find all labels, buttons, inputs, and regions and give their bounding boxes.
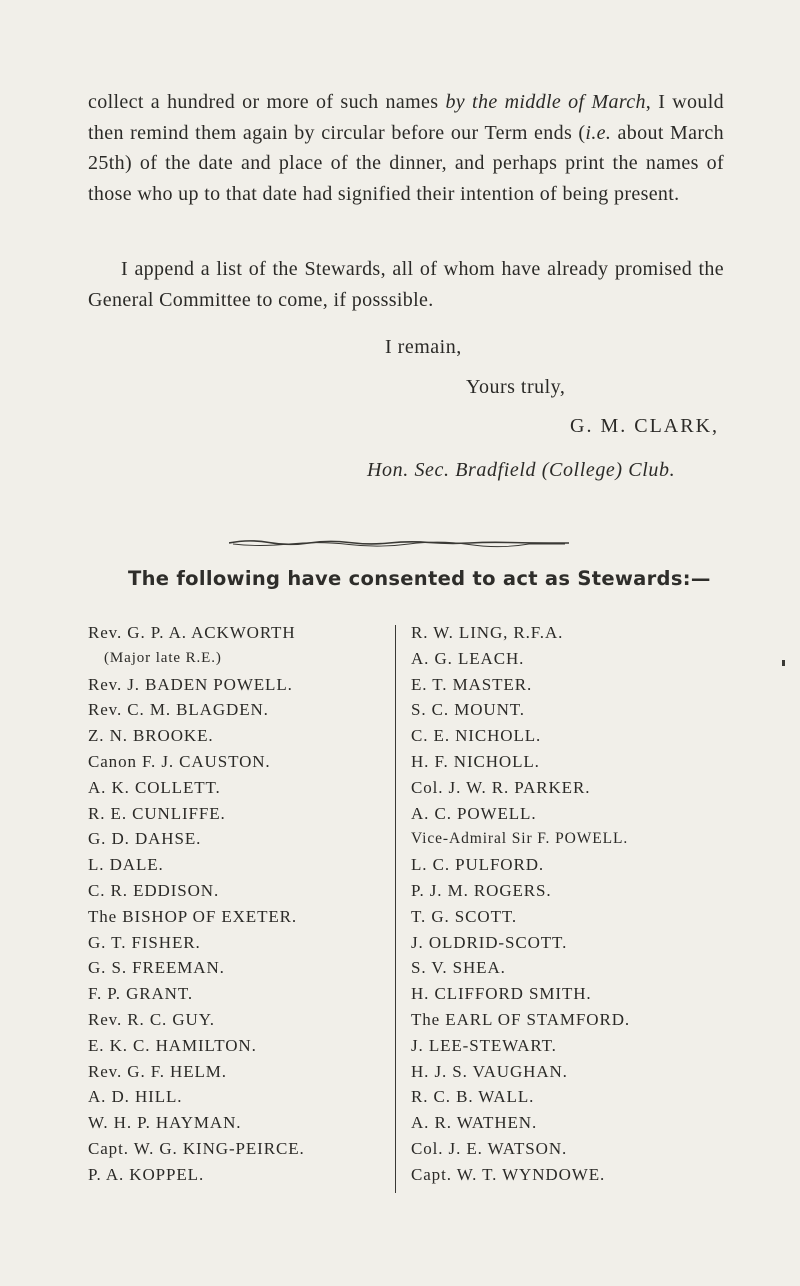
steward-name: P. A. KOPPEL. [88, 1164, 205, 1184]
ornamental-divider [229, 536, 569, 550]
steward-name: Capt. W. G. KING-PEIRCE. [88, 1138, 305, 1158]
steward-name: L. C. PULFORD. [411, 855, 545, 875]
steward-name: T. G. SCOTT. [411, 906, 518, 926]
steward-name: R. E. CUNLIFFE. [88, 803, 226, 823]
steward-name: H. F. NICHOLL. [411, 751, 540, 771]
steward-name: S. C. MOUNT. [411, 700, 525, 720]
column-divider [395, 625, 396, 1193]
steward-name: Canon F. J. CAUSTON. [88, 751, 271, 771]
steward-name: A. R. WATHEN. [411, 1113, 538, 1133]
letter-paragraph-1 [88, 87, 724, 209]
steward-name: The BISHOP OF EXETER. [88, 906, 298, 926]
steward-name: W. H. P. HAYMAN. [88, 1113, 242, 1133]
steward-name: G. S. FREEMAN. [88, 958, 225, 978]
steward-name: J. LEE-STEWART. [411, 1035, 557, 1055]
steward-name: Col. J. E. WATSON. [411, 1138, 568, 1158]
steward-name: Col. J. W. R. PARKER. [411, 777, 591, 797]
paragraph-italic-text: i.e. [585, 121, 612, 144]
steward-name: G. T. FISHER. [88, 932, 201, 952]
letter-paragraph-2: I append a list of the Stewards, all of whom have already promised the General Committee to come, if posssible. [88, 258, 724, 311]
steward-name: S. V. SHEA. [411, 958, 506, 978]
steward-name: E. K. C. HAMILTON. [88, 1035, 257, 1055]
stewards-right-column [411, 620, 630, 1188]
letter-closing: I remain, [385, 336, 462, 358]
steward-name: F. P. GRANT. [88, 984, 194, 1004]
letter-signature-title: Hon. Sec. Bradfield (College) Club. [367, 459, 676, 481]
paragraph-text: , I would then remind them again by circular before our Term ends ( [88, 91, 724, 144]
steward-name: Rev. G. P. A. ACKWORTH [88, 623, 296, 642]
paragraph-italic-text: by the middle of March [445, 91, 646, 113]
steward-name: A. G. LEACH. [411, 648, 525, 668]
steward-name: (Major late R.E.) [104, 649, 222, 666]
stewards-heading: The following have consented to act as Stewards:— [128, 567, 711, 590]
steward-name: A. K. COLLETT. [88, 777, 221, 797]
paragraph-text: collect a hundred or more of such names [88, 91, 446, 113]
steward-name: R. W. LING, R.F.A. [411, 623, 564, 642]
steward-name: Vice-Admiral Sir F. POWELL. [411, 830, 629, 848]
steward-name: Rev. R. C. GUY. [88, 1009, 215, 1029]
steward-name: E. T. MASTER. [411, 674, 533, 694]
steward-name: L. DALE. [88, 855, 164, 875]
steward-name: Rev. J. BADEN POWELL. [88, 674, 293, 694]
steward-name: J. OLDRID-SCOTT. [411, 932, 568, 952]
steward-name: Rev. C. M. BLAGDEN. [88, 700, 269, 720]
paragraph-text: about March 25th) of the date and place of the dinner, and perhaps print the names of those who up to that date had signified their intention of being present. [88, 121, 724, 205]
steward-name: Rev. G. F. HELM. [88, 1061, 227, 1081]
steward-name: H. CLIFFORD SMITH. [411, 984, 592, 1004]
stewards-left-column [88, 620, 305, 1188]
steward-name: C. E. NICHOLL. [411, 726, 542, 746]
steward-name: R. C. B. WALL. [411, 1087, 535, 1107]
steward-name: A. C. POWELL. [411, 803, 537, 823]
steward-name: A. D. HILL. [88, 1087, 183, 1107]
steward-name: Capt. W. T. WYNDOWE. [411, 1164, 606, 1184]
steward-name: C. R. EDDISON. [88, 880, 220, 900]
letter-signature: G. M. CLARK, [570, 415, 720, 437]
letter-valediction: Yours truly, [466, 376, 566, 398]
steward-name: The EARL OF STAMFORD. [411, 1009, 631, 1029]
margin-mark [782, 660, 785, 666]
steward-name: H. J. S. VAUGHAN. [411, 1061, 568, 1081]
steward-name: P. J. M. ROGERS. [411, 880, 552, 900]
steward-name: G. D. DAHSE. [88, 829, 202, 849]
steward-name: Z. N. BROOKE. [88, 726, 214, 746]
